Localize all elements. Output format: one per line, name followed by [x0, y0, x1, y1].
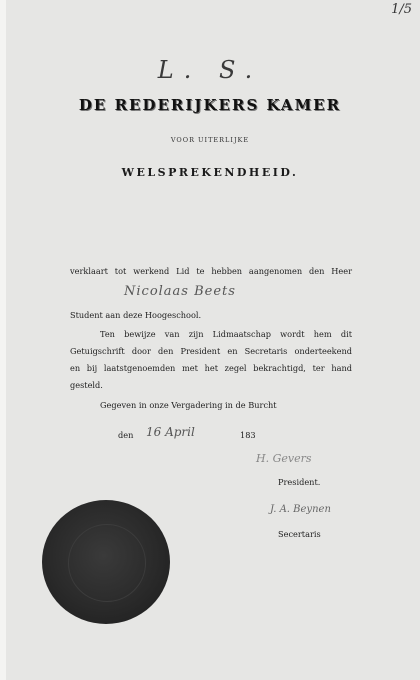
member-name-handwritten: Nicolaas Beets: [124, 284, 236, 299]
president-label: President.: [278, 477, 321, 487]
corner-page-mark: 1/5: [391, 2, 412, 17]
given-line: Gegeven in onze Vergadering in de Burcht: [100, 400, 277, 410]
subtitle-small: VOOR UITERLIJKE: [170, 136, 250, 144]
secretary-signature: J. A. Beynen: [270, 504, 331, 515]
paragraph-line-4: gesteld.: [70, 380, 103, 390]
student-line: Student aan deze Hoogeschool.: [70, 310, 202, 320]
date-year: 183: [240, 430, 256, 440]
date-prefix: den: [118, 430, 134, 440]
monogram-heading: L. S.: [157, 56, 263, 84]
secretary-label: Secertaris: [278, 529, 321, 539]
paragraph-line-2: Getuigschrift door den President en Secretaris onderteekend: [70, 346, 352, 356]
membership-statement: verklaart tot werkend Lid te hebben aangenomen den Heer: [70, 266, 352, 276]
paragraph-line-3: en bij laatstgenoemden met het zegel bekrachtigd, ter hand: [70, 363, 352, 373]
subtitle-large: WELSPREKENDHEID.: [121, 166, 299, 179]
wax-seal: [42, 500, 170, 624]
society-name: DE REDERIJKERS KAMER: [78, 96, 342, 114]
seal-emblem: [68, 524, 146, 602]
date-handwritten: 16 April: [146, 425, 195, 439]
president-signature: H. Gevers: [256, 452, 312, 465]
paragraph-line-1: Ten bewijze van zijn Lidmaatschap wordt hem dit: [100, 329, 352, 339]
